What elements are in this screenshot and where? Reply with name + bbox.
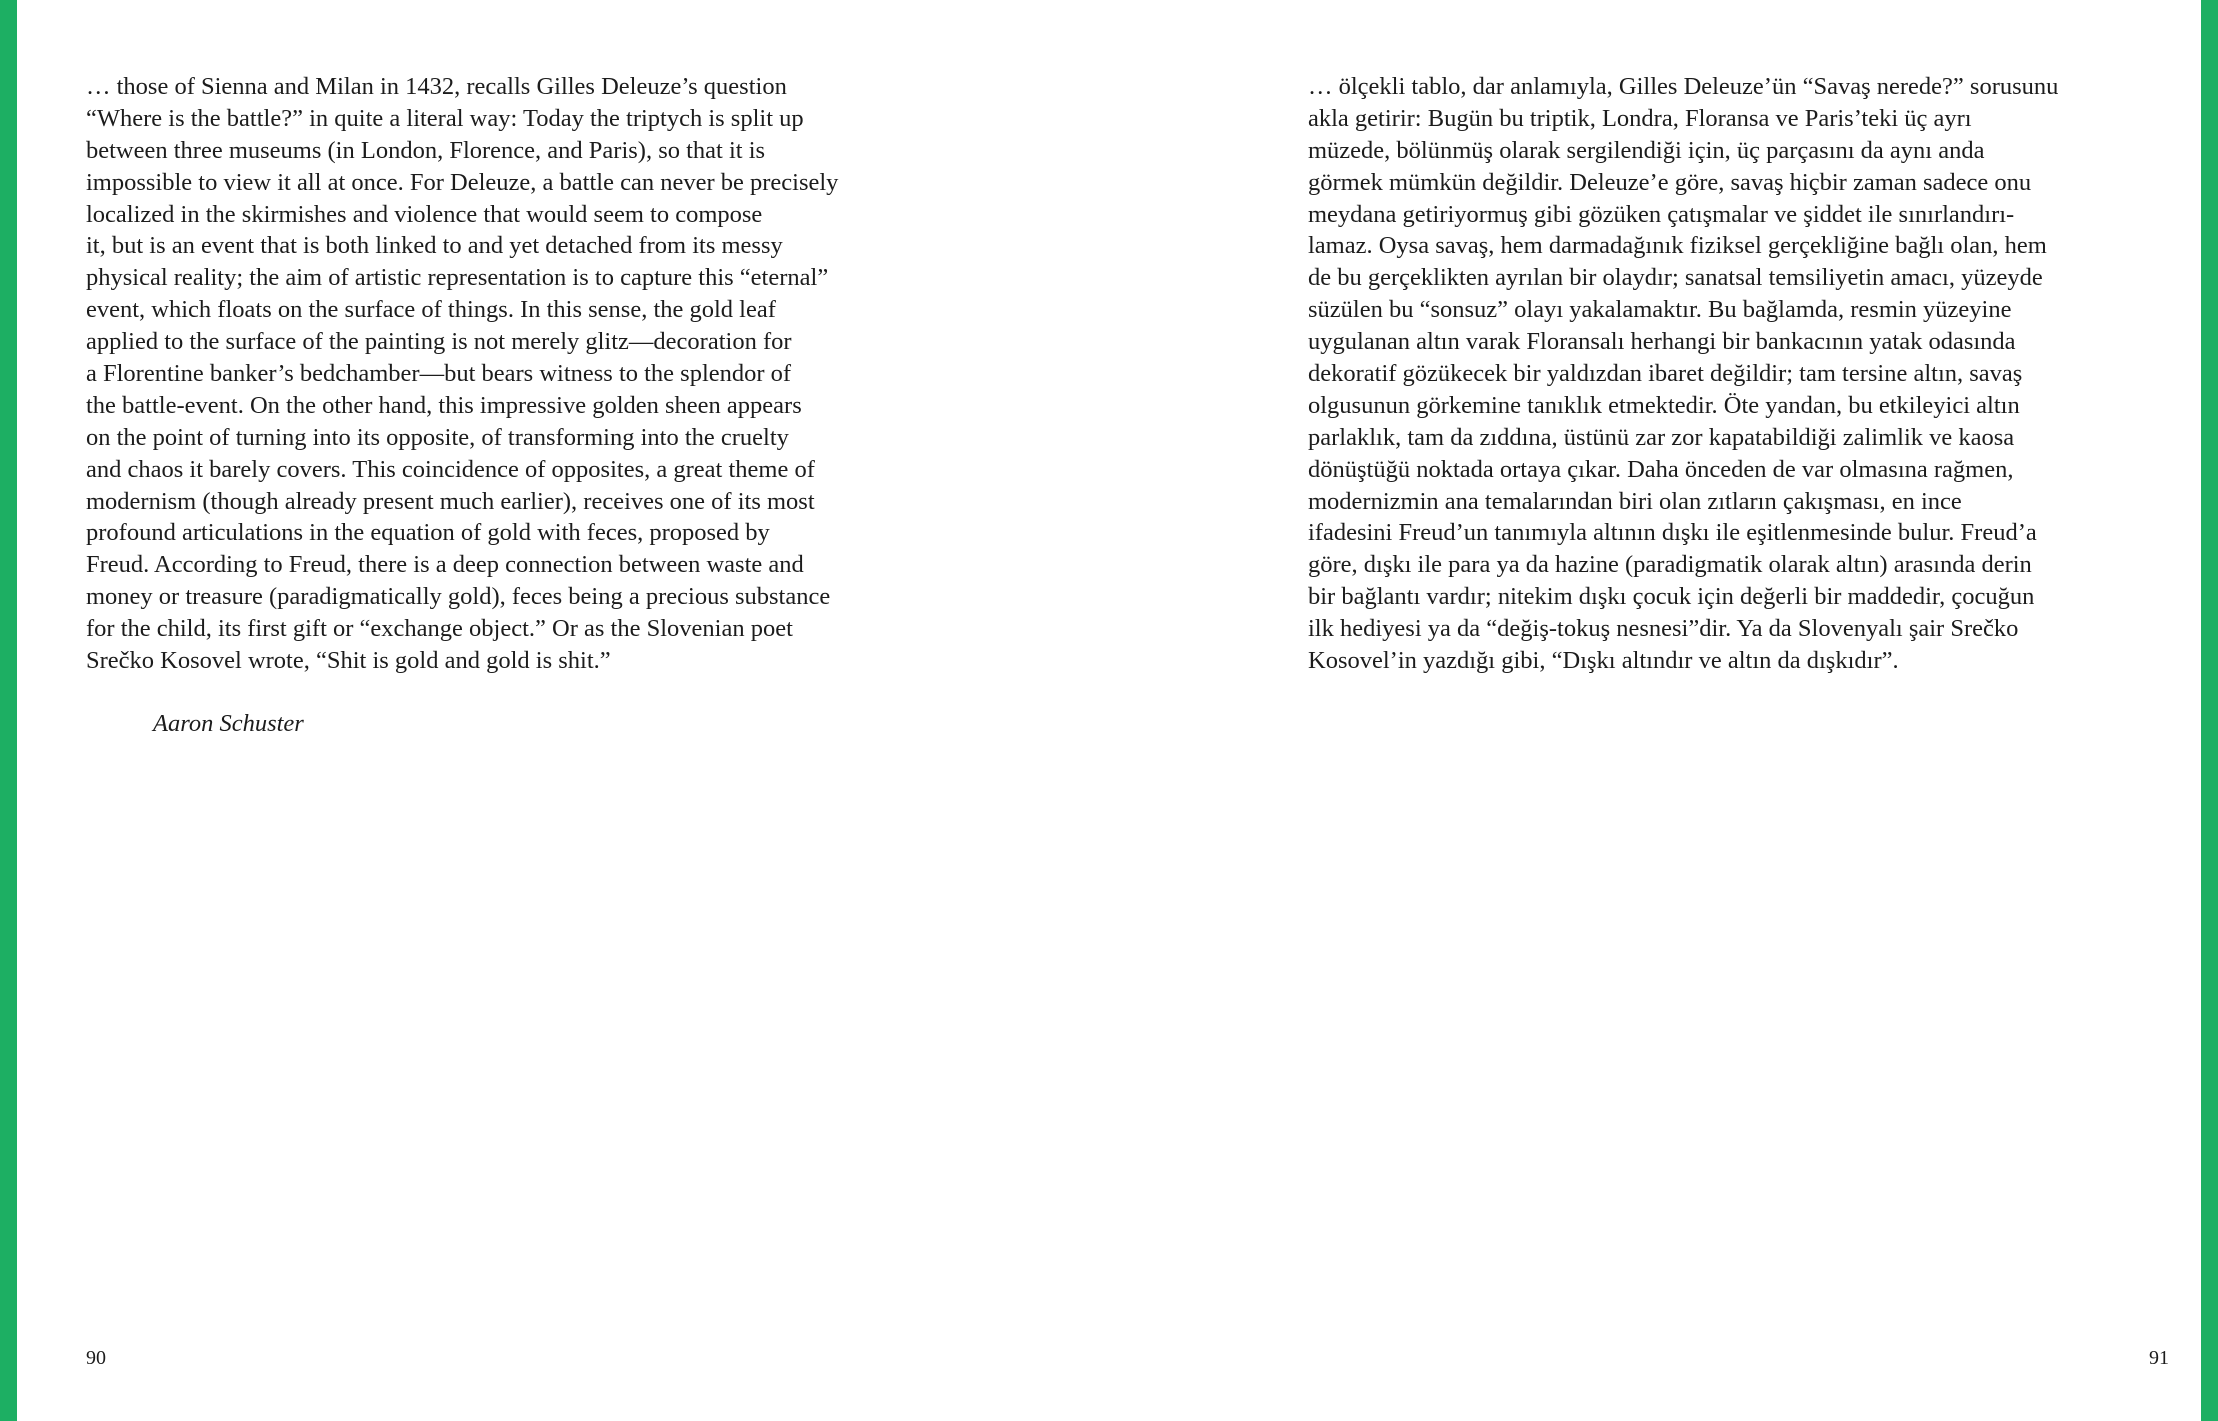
text-line: Srečko Kosovel wrote, “Shit is gold and gold is shit.” [86,647,611,675]
page-number-left: 90 [86,1347,106,1369]
page-number-right: 91 [2149,1347,2169,1369]
text-line: localized in the skirmishes and violence that would seem to compose [86,200,763,228]
text-line: parlaklık, tam da zıddına, üstünü zar zor kapatabildiği zalimlik ve kaosa [1308,423,2015,451]
text-line: applied to the surface of the painting is not merely glitz—decoration for [86,328,792,356]
text-line: profound articulations in the equation of gold with feces, proposed by [86,519,770,547]
text-line: de bu gerçeklikten ayrılan bir olaydır; sanatsal temsiliyetin amacı, yüzeyde [1308,264,2043,292]
text-line: a Florentine banker’s bedchamber—but bears witness to the splendor of [86,360,792,388]
right-edge-color-bar [2201,0,2218,1421]
english-text-column [86,71,916,740]
text-line: olgusunun görkemine tanıklık etmektedir. Öte yandan, bu etkileyici altın [1308,391,2020,419]
text-line: physical reality; the aim of artistic representation is to capture this “eternal” [86,264,829,292]
text-line: money or treasure (paradigmatically gold), feces being a precious substance [86,583,831,611]
text-line: ilk hediyesi ya da “değiş-tokuş nesnesi”dir. Ya da Slovenyalı şair Srečko [1308,615,2019,643]
text-line: modernizmin ana temalarından biri olan zıtların çakışması, en ince [1308,487,1962,515]
text-line: Kosovel’in yazdığı gibi, “Dışkı altındır ve altın da dışkıdır”. [1308,647,1899,675]
text-line: görmek mümkün değildir. Deleuze’e göre, savaş hiçbir zaman sadece onu [1308,168,2032,196]
text-line: and chaos it barely covers. This coincidence of opposites, a great theme of [86,455,815,483]
text-line: dönüştüğü noktada ortaya çıkar. Daha önceden de var olmasına rağmen, [1308,455,2014,483]
text-line: on the point of turning into its opposite, of transforming into the cruelty [86,423,789,451]
text-line: it, but is an event that is both linked to and yet detached from its messy [86,232,783,260]
text-line: bir bağlantı vardır; nitekim dışkı çocuk için değerli bir maddedir, çocuğun [1308,583,2035,611]
text-line: … those of Sienna and Milan in 1432, recalls Gilles Deleuze’s question [86,73,787,100]
left-edge-color-bar [0,0,17,1421]
text-line: meydana getiriyormuş gibi gözüken çatışmalar ve şiddet ile sınırlandırı- [1308,200,2015,228]
text-line: the battle-event. On the other hand, this impressive golden sheen appears [86,391,802,419]
text-line: for the child, its first gift or “exchange object.” Or as the Slovenian poet [86,615,793,643]
text-line: event, which floats on the surface of things. In this sense, the gold leaf [86,296,776,324]
text-line: … ölçekli tablo, dar anlamıyla, Gilles Deleuze’ün “Savaş nerede?” sorusunu [1308,73,2059,100]
text-line: akla getirir: Bugün bu triptik, Londra, Floransa ve Paris’teki üç ayrı [1308,104,1972,132]
author-name: Aaron Schuster [153,709,304,737]
text-line: between three museums (in London, Florence, and Paris), so that it is [86,136,766,164]
right-page [1109,0,2201,1421]
text-line: uygulanan altın varak Floransalı herhangi bir bankacının yatak odasında [1308,328,2016,356]
text-line: “Where is the battle?” in quite a literal way: Today the triptych is split up [86,104,804,132]
text-line: süzülen bu “sonsuz” olayı yakalamaktır. Bu bağlamda, resmin yüzeyine [1308,296,2012,324]
text-line: ifadesini Freud’un tanımıyla altının dışkı ile eşitlenmesinde bulur. Freud’a [1308,519,2037,547]
text-line: impossible to view it all at once. For Deleuze, a battle can never be precisely [86,168,839,196]
text-line: lamaz. Oysa savaş, hem darmadağınık fiziksel gerçekliğine bağlı olan, hem [1308,232,2047,260]
text-line: dekoratif gözükecek bir yaldızdan ibaret değildir; tam tersine altın, savaş [1308,360,2023,388]
text-line: göre, dışkı ile para ya da hazine (paradigmatik olarak altın) arasında derin [1308,551,2032,579]
left-page [17,0,1109,1421]
turkish-text-column [1308,71,2138,677]
text-line: müzede, bölünmüş olarak sergilendiği için, üç parçasını da aynı anda [1308,136,1985,164]
text-line: modernism (though already present much earlier), receives one of its most [86,487,815,515]
text-line: Freud. According to Freud, there is a deep connection between waste and [86,551,804,579]
